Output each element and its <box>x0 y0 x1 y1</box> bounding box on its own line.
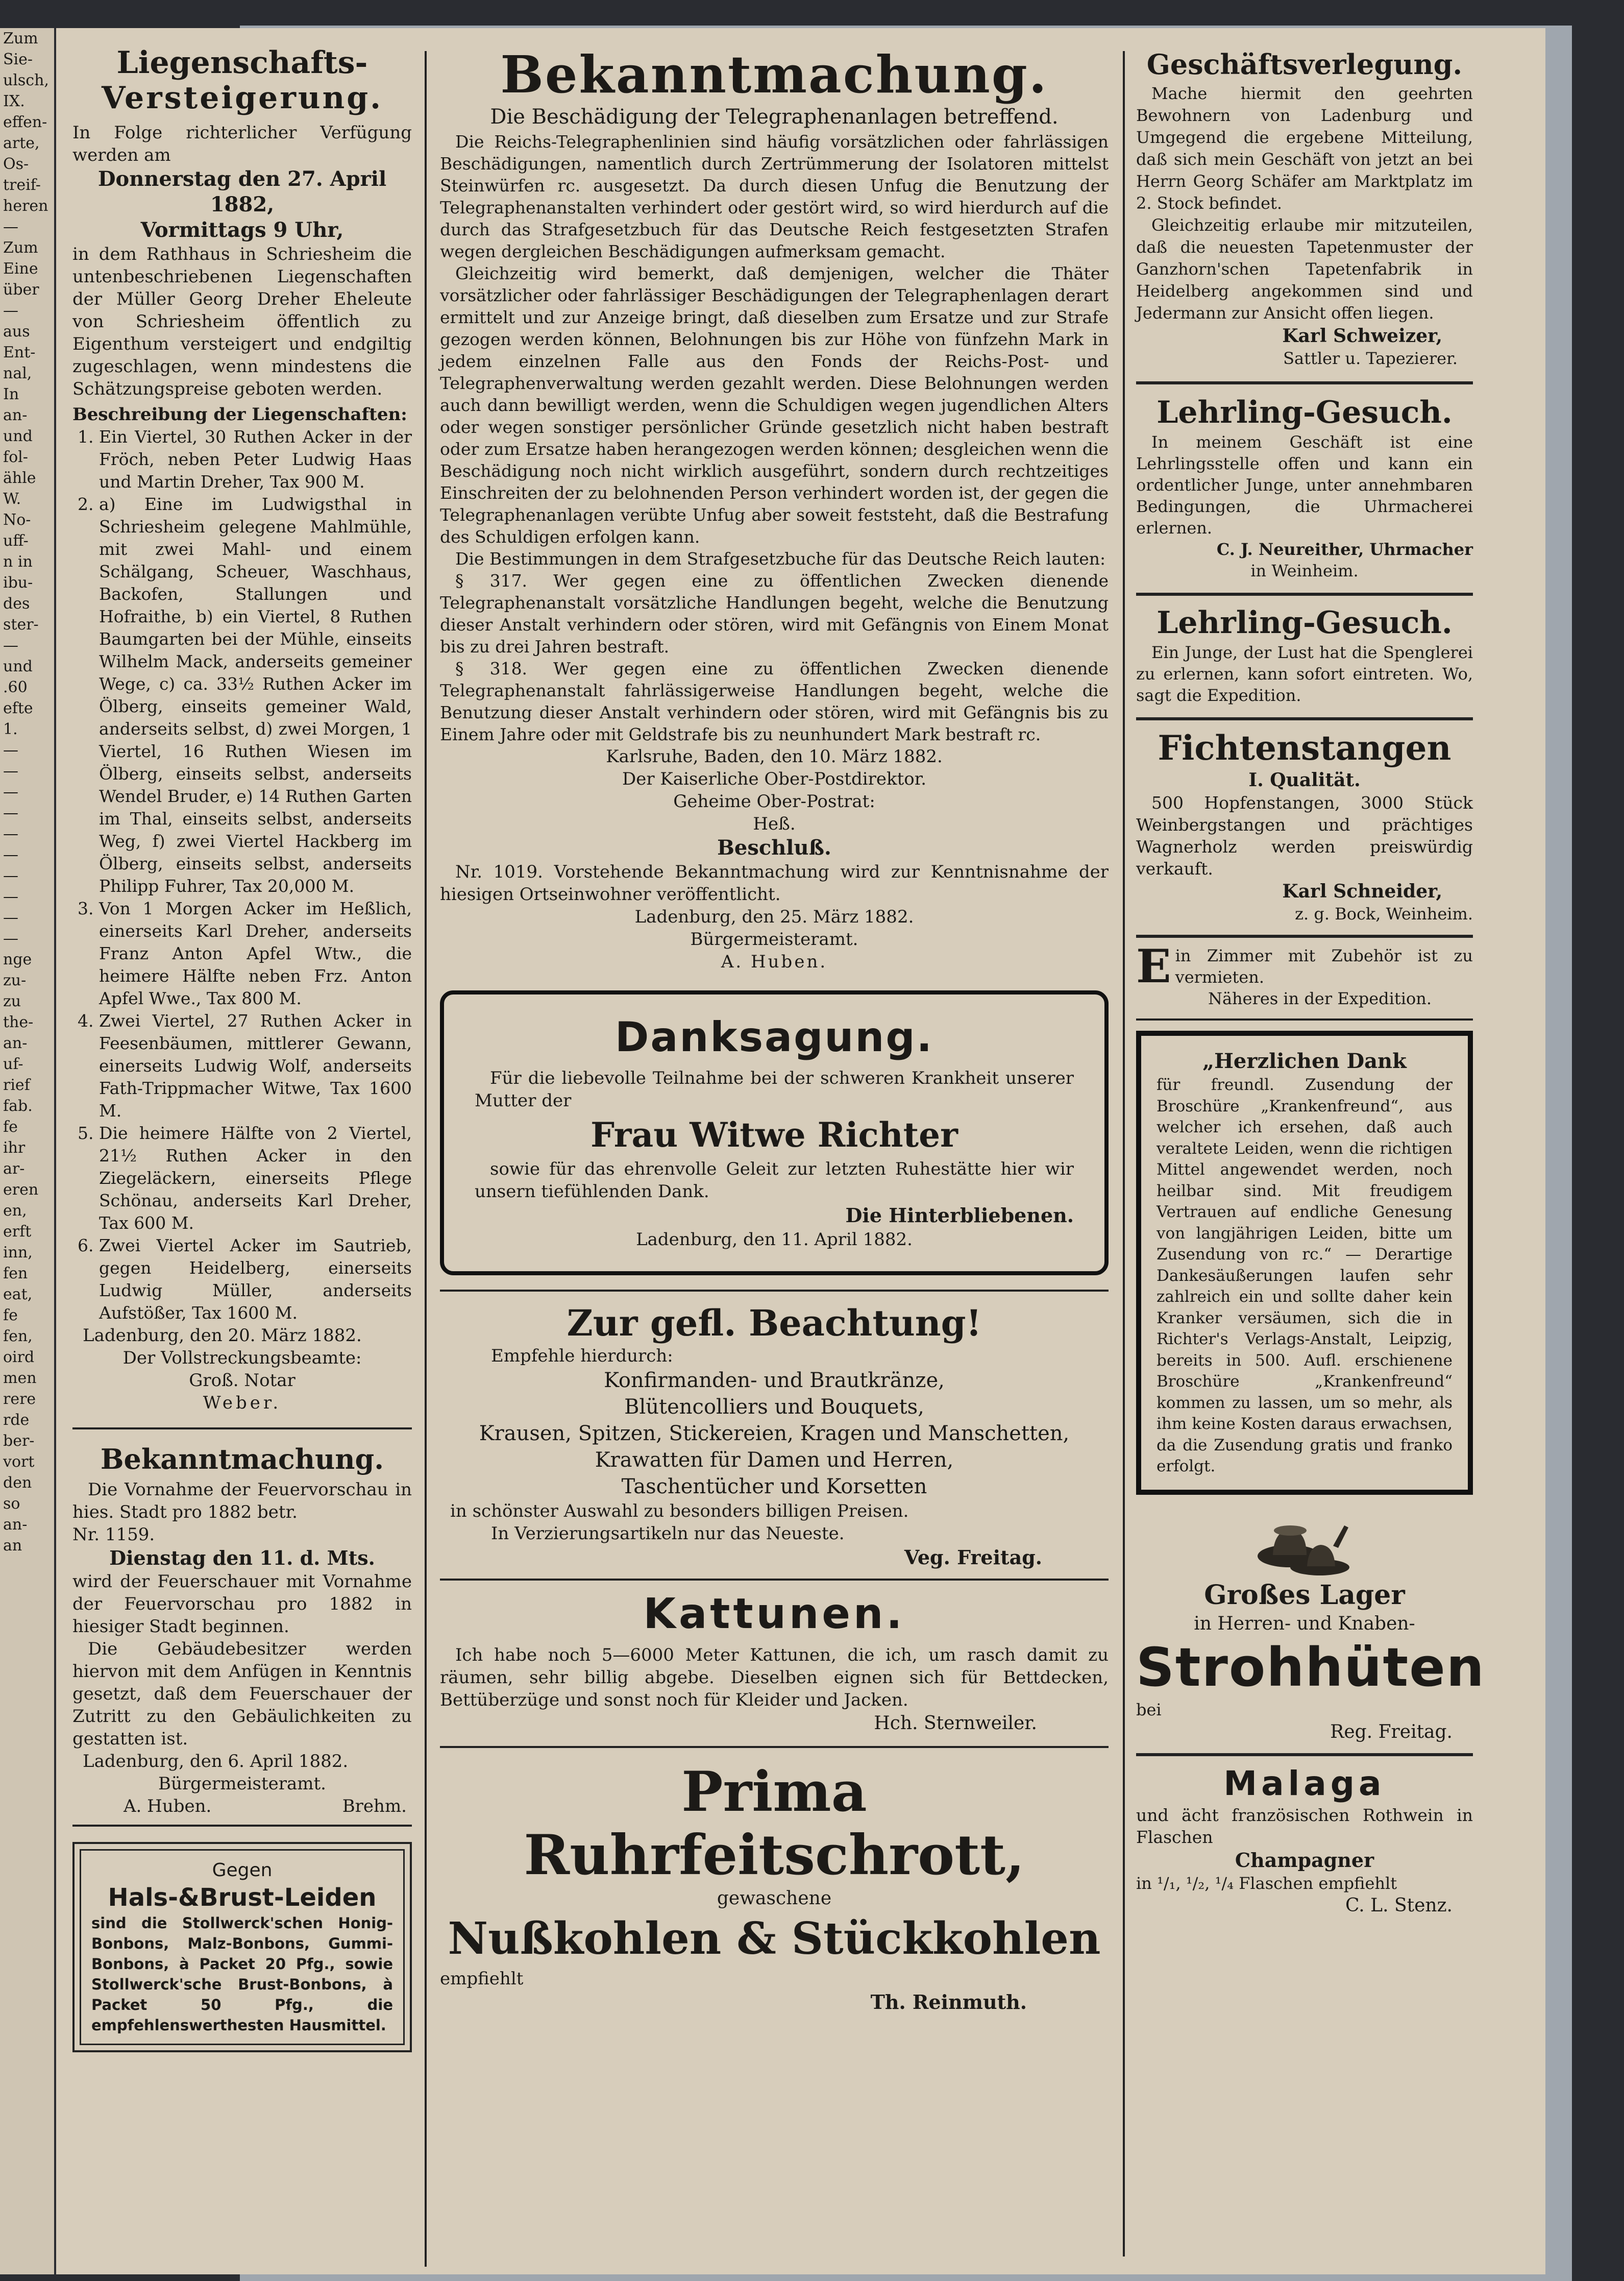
column-rule-2 <box>1123 51 1125 2256</box>
telegraph-notice <box>440 46 1109 973</box>
beschluss-heading: Beschluß. <box>717 836 831 860</box>
strip-fragment: zu- <box>3 972 27 989</box>
divider <box>440 1579 1109 1581</box>
ruhr-title: Prima Ruhrfeitschrott, <box>524 1760 1025 1887</box>
strohhut-bei: bei <box>1136 1700 1162 1719</box>
beachtung-intro: Empfehle hierdurch: <box>491 1346 673 1366</box>
verlegung-signature: Karl Schweizer, <box>1282 325 1442 347</box>
strip-fragment: ster- <box>3 616 39 634</box>
hat-icon <box>1136 1510 1473 1579</box>
ad-title: Hals-&Brust-Leiden <box>108 1883 377 1912</box>
property-description-heading: Beschreibung der Liegenschaften: <box>72 404 407 425</box>
malaga-signature: C. L. Stenz. <box>1345 1895 1453 1916</box>
strip-fragment: fol- <box>3 448 28 466</box>
strip-fragment: — <box>3 302 18 320</box>
ruhr-empfiehlt: empfiehlt <box>440 1969 524 1989</box>
strip-fragment: — <box>3 846 18 864</box>
strip-fragment: ar- <box>3 1160 25 1178</box>
strip-fragment: efte <box>3 699 33 717</box>
deceased-name: Frau Witwe Richter <box>590 1115 958 1155</box>
strip-fragment: aus <box>3 323 30 341</box>
danksagung-title: Danksagung. <box>615 1013 933 1061</box>
strip-fragment: an- <box>3 1516 28 1534</box>
strip-fragment: ber- <box>3 1432 35 1450</box>
property-item: 5. Die heimere Hälfte von 2 Viertel, 21½ Ruthen Acker in den Ziegeläckern, einerseits Pflege Schönau, anderseits Karl Dreher, Tax 600 M. <box>99 1122 412 1234</box>
zimmer-more: Näheres in der Expedition. <box>1208 989 1432 1008</box>
telegraph-p2: Gleichzeitig wird bemerkt, daß demjenigen, welcher die Thäter vorsätzlicher oder fahrlässiger Beschädigungen der Telegraphenlagen derart ermittelt und zur Anzeige bringt, daß dieselben zum Ersatze und zur Strafe gezogen werden können, Belohnungen bis zur Höhe von fünfzehn Mark in jedem einzelnen Falle aus den Fonds der Reichs-Post- und Telegraphenverwaltung werden gezahlt werden. Diese Belohnungen werden auch dann bewilligt werden, wenn die Schuldigen wegen jugendlichen Alters oder wegen sonstiger persönlicher Gründe gesetzlich nicht haben bestraft oder zum Ersatze haben herangezogen werden können; desgleichen wenn die Beschädigung noch nicht wirklich ausgeführt, sondern durch rechtzeitiges Einschreiten der zu belohnenden Person verhindert worden ist, der gegen die Telegraphenanlagen verübte Unfug aber soweit feststeht, daß die Bestrafung des Schuldigen erfolgen kann. <box>440 263 1109 547</box>
auction-time: Vormittags 9 Uhr, <box>140 218 344 242</box>
ad-gegen: Gegen <box>212 1860 273 1881</box>
strip-fragment: heren <box>3 197 48 215</box>
strip-fragment: eren <box>3 1181 39 1199</box>
liegenschaft-notar: Groß. Notar <box>189 1370 296 1391</box>
strip-fragment: — <box>3 741 18 759</box>
strip-fragment: ihr <box>3 1139 26 1157</box>
strip-fragment: rde <box>3 1411 30 1429</box>
krankenfreund-box <box>1136 1031 1473 1495</box>
beachtung-item: Taschentücher und Korsetten <box>621 1475 927 1498</box>
telegraph-director: Der Kaiserliche Ober-Postdirektor. <box>622 769 927 789</box>
divider <box>1136 593 1473 596</box>
strip-fragment: zu <box>3 992 21 1010</box>
strip-fragment: — <box>3 783 18 801</box>
telegraph-p3: Die Bestimmungen in dem Strafgesetzbuche für das Deutsche Reich lauten: <box>455 549 1106 569</box>
divider <box>440 1290 1109 1292</box>
strip-fragment: über <box>3 281 39 299</box>
verlegung-ad <box>1136 46 1473 369</box>
strip-fragment: — <box>3 637 18 654</box>
auction-date: Donnerstag den 27. April 1882, <box>97 167 387 216</box>
verlegung-title: Geschäftsverlegung. <box>1146 48 1463 81</box>
divider <box>72 1825 412 1827</box>
divider <box>1136 717 1473 720</box>
fichten-title: Fichtenstangen <box>1158 728 1451 768</box>
lehrling-signature-1: C. J. Neureither, Uhrmacher <box>1216 540 1473 559</box>
property-list <box>72 426 412 1324</box>
ad-text: sind die Stollwerck'schen Honig-Bonbons, Malz-Bonbons, Gummi-Bonbons, à Packet 20 Pfg., sowie Stollwerck'sche Brust-Bonbons, à Packet 50 Pfg., die empfehlenswerthesten Hausmittel. <box>91 1914 393 2034</box>
feuerschau-text-1: wird der Feuerschauer mit Vornahme der Feuervorschau pro 1882 in hiesiger Stadt beginnen. <box>72 1571 412 1637</box>
strip-fragment: fe <box>3 1306 18 1324</box>
malaga-flaschen: in ¹/₁, ¹/₂, ¹/₄ Flaschen empfiehlt <box>1136 1873 1397 1893</box>
kattunen-title: Kattunen. <box>643 1590 905 1638</box>
krankenfreund-title: „Herzlichen Dank <box>1202 1049 1407 1073</box>
feuerschau-title: Bekanntmachung. <box>100 1443 384 1475</box>
beachtung-text-1: in schönster Auswahl zu besonders billigen Preisen. <box>450 1501 909 1521</box>
telegraph-place-date: Karlsruhe, Baden, den 10. März 1882. <box>606 746 943 767</box>
strip-fragment: fab. <box>3 1097 33 1115</box>
danksagung-box <box>440 990 1109 1275</box>
strip-fragment: fen, <box>3 1327 33 1345</box>
divider <box>1136 1753 1473 1756</box>
strip-fragment: an- <box>3 406 28 424</box>
kattunen-ad <box>440 1590 1109 1736</box>
strohhut-sub: in Herren- und Knaben- <box>1194 1613 1415 1634</box>
strip-fragment: — <box>3 930 18 948</box>
strip-fragment: Os- <box>3 155 29 173</box>
strip-fragment: uff- <box>3 532 29 550</box>
zimmer-text: in Zimmer mit Zubehör ist zu vermieten. <box>1175 946 1473 987</box>
beschluss-text: Nr. 1019. Vorstehende Bekanntmachung wird zur Kenntnisnahme der hiesigen Ortseinwohner veröffentlicht. <box>440 862 1109 905</box>
lehrling-ad-2 <box>1136 604 1473 706</box>
strip-fragment: erft <box>3 1223 32 1241</box>
beschluss-signature: A. Huben. <box>721 952 828 972</box>
strip-fragment: und <box>3 658 33 675</box>
verlegung-text-1: Mache hiermit den geehrten Bewohnern von Ladenburg und Umgegend die ergebene Mitteilung, daß sich mein Geschäft von jetzt an bei Herrn Georg Schäfer am Marktplatz im 2. Stock befindet. <box>1136 84 1473 213</box>
liegenschaft-official: Der Vollstreckungsbeamte: <box>122 1348 362 1368</box>
feuerschau-number: Nr. 1159. <box>72 1524 155 1545</box>
lehrling-text-1: In meinem Geschäft ist eine Lehrlingsstelle offen und kann ein ordentlicher Junge, unter annehmbaren Bedingungen, die Uhrmacherei erlernen. <box>1136 432 1473 538</box>
strip-fragment: oird <box>3 1348 35 1366</box>
divider <box>72 1427 412 1429</box>
divider <box>440 1746 1109 1748</box>
beachtung-signature: Veg. Freitag. <box>904 1546 1042 1569</box>
adjacent-page-strip <box>0 28 54 2274</box>
strip-fragment: .60 <box>3 678 28 696</box>
divider <box>1136 1018 1473 1021</box>
liegenschaft-signature: Weber. <box>203 1393 282 1413</box>
telegraph-p317: § 317. Wer gegen eine zu öffentlichen Zwecken dienende Telegraphenanstalt vorsätzliche Handlungen begeht, welche die Benutzung dieser Anstalt verhindern oder stören, wird mit Gefängnis von Einem Monat bis zu drei Jahren bestraft. <box>440 571 1109 657</box>
beachtung-text-2: In Verzierungsartikeln nur das Neueste. <box>491 1523 845 1544</box>
telegraph-rank: Geheime Ober-Postrat: <box>673 791 875 812</box>
beachtung-item: Blütencolliers und Bouquets, <box>624 1395 924 1419</box>
stollwerck-ad <box>72 1842 412 2052</box>
ruhr-sub: gewaschene <box>717 1888 832 1909</box>
liegenschaft-body: in dem Rathhaus in Schriesheim die untenbeschriebenen Liegenschaften der Müller Georg Dreher Eheleute von Schriesheim öffentlich zu Eigenthum versteigert und endgiltig zugeschlagen, wenn mindestens die Schätzungspreise geboten werden. <box>72 244 412 399</box>
strip-fragment: so <box>3 1495 20 1513</box>
lehrling-text-2: Ein Junge, der Lust hat die Spenglerei zu erlernen, kann sofort eintreten. Wo, sagt die Expedition. <box>1136 643 1473 705</box>
strip-fragment: und <box>3 427 33 445</box>
telegraph-p318: § 318. Wer gegen eine zu öffentlichen Zwecken dienende Telegraphenanstalt fahrlässigerweise Handlungen begeht, welche die Benutzung dieser Anstalt verhindern oder stören, wird mit Gefängnis bis zu Einem Jahre oder mit Geldstrafe bis zu neunhundert Mark bestraft rc. <box>440 659 1109 744</box>
strip-fragment: — <box>3 888 18 906</box>
malaga-text: und ächt französischen Rothwein in Flaschen <box>1136 1805 1473 1847</box>
beachtung-ad <box>440 1302 1109 1570</box>
strip-fragment: an- <box>3 1034 28 1052</box>
property-item: 1. Ein Viertel, 30 Ruthen Acker in der Fröch, neben Peter Ludwig Haas und Martin Dreher, Tax 900 M. <box>99 426 412 493</box>
column-2 <box>440 46 1109 2015</box>
strip-fragment: treif- <box>3 176 41 194</box>
danksagung-place-date: Ladenburg, den 11. April 1882. <box>636 1229 913 1250</box>
property-item: 6. Zwei Viertel Acker im Sautrieb, gegen Heidelberg, einerseits Ludwig Müller, anderseits Aufstößer, Tax 1600 M. <box>99 1234 412 1324</box>
strip-fragment: effen- <box>3 113 47 131</box>
liegenschaft-place-date: Ladenburg, den 20. März 1882. <box>83 1325 362 1346</box>
strohhut-big: Strohhüten <box>1136 1636 1485 1698</box>
strip-fragment: ibu- <box>3 574 33 592</box>
liegenschaft-notice <box>72 46 412 1414</box>
strip-fragment: — <box>3 909 18 927</box>
beschluss-office: Bürgermeisteramt. <box>690 929 858 950</box>
telegraph-name: Heß. <box>753 814 796 834</box>
fichten-text: 500 Hopfenstangen, 3000 Stück Weinbergstangen und prächtiges Wagnerholz werden preiswürdig verkauft. <box>1136 793 1473 879</box>
beachtung-item: Konfirmanden- und Brautkränze, <box>604 1369 945 1392</box>
strip-fragment: men <box>3 1369 37 1387</box>
strip-fragment: en, <box>3 1202 27 1220</box>
strip-fragment: rief <box>3 1076 30 1094</box>
kattunen-text: Ich habe noch 5—6000 Meter Kattunen, die ich, um rasch damit zu räumen, sehr billig abgebe. Dieselben eignen sich für Bettdecken, Bettüberzüge und sonst noch für Kleider und Jacken. <box>440 1645 1109 1710</box>
strohhut-title: Großes Lager <box>1204 1579 1405 1611</box>
feuerschau-subject: Die Vornahme der Feuervorschau in hies. Stadt pro 1882 betr. <box>72 1479 412 1522</box>
feuerschau-text-2: Die Gebäudebesitzer werden hiervon mit dem Anfügen in Kenntnis gesetzt, daß dem Feuerschauer der Zutritt zu den Gebäulichkeiten zu gestatten ist. <box>72 1639 412 1749</box>
liegenschaft-intro: In Folge richterlicher Verfügung werden am <box>72 123 412 165</box>
strip-fragment: den <box>3 1474 32 1492</box>
property-item: 2. a) Eine im Ludwigsthal in Schriesheim gelegene Mahlmühle, mit zwei Mahl- und einem Schälgang, Scheuer, Waschhaus, Backofen, Stallungen und Hofraithe, b) ein Viertel, 8 Ruthen Baumgarten bei der Mühle, einseits Wilhelm Mack, anderseits gemeiner Wege, c) ca. 33½ Ruthen Acker im Ölberg, einseits gemeiner Wald, anderseits selbst, d) zwei Morgen, 1 Viertel, 16 Ruthen Wiesen im Ölberg, einseits selbst, anderseits Wendel Bruder, e) 14 Ruthen Garten im Thal, einseits selbst, anderseits Weg, f) zwei Viertel Hackberg im Ölberg, einseits selbst, anderseits Philipp Fuhrer, Tax 20,000 M. <box>99 493 412 897</box>
beachtung-item: Krausen, Spitzen, Stickereien, Kragen und Manschetten, <box>479 1422 1070 1445</box>
strip-fragment: In <box>3 385 19 403</box>
feuerschau-signatures <box>72 1795 412 1817</box>
strip-fragment: vort <box>3 1453 35 1471</box>
strip-fragment: — <box>3 804 18 822</box>
strip-fragment: — <box>3 867 18 885</box>
signature-brehm: Brehm. <box>342 1796 407 1816</box>
strip-fragment: fen <box>3 1265 28 1282</box>
strip-fragment: n in <box>3 553 33 571</box>
divider <box>1136 381 1473 384</box>
lehrling-title-2: Lehrling-Gesuch. <box>1157 605 1453 641</box>
danksagung-text-1: Für die liebevolle Teilnahme bei der schweren Krankheit unserer Mutter der <box>475 1068 1074 1111</box>
strip-fragment: nge <box>3 951 32 968</box>
strip-fragment: uf- <box>3 1055 23 1073</box>
ruhr-title-2: Nußkohlen & Stückkohlen <box>448 1913 1101 1964</box>
strip-fragment: Sie- <box>3 51 33 68</box>
ruhr-ad <box>440 1760 1109 2015</box>
fichten-place: z. g. Bock, Weinheim. <box>1295 904 1473 924</box>
lehrling-ad-1 <box>1136 394 1473 581</box>
beachtung-item: Krawatten für Damen und Herren, <box>595 1448 954 1472</box>
strohhut-ad <box>1136 1510 1485 1744</box>
strip-fragment: — <box>3 825 18 843</box>
liegenschaft-title-2: Versteigerung. <box>101 80 383 116</box>
kattunen-signature: Hch. Sternweiler. <box>874 1713 1037 1734</box>
strip-fragment: rere <box>3 1390 36 1408</box>
column-3 <box>1136 46 1485 1918</box>
strip-fragment: nal, <box>3 365 32 382</box>
divider <box>1136 935 1473 938</box>
verlegung-text-2: Gleichzeitig erlaube mir mitzuteilen, daß die neuesten Tapetenmuster der Ganzhorn'schen Tapetenfabrik in Heidelberg angekommen sind und Jedermann zur Ansicht offen liegen. <box>1136 215 1473 323</box>
ruhr-signature: Th. Reinmuth. <box>870 1991 1027 2013</box>
malaga-champagner: Champagner <box>1235 1848 1374 1872</box>
verlegung-trade: Sattler u. Tapezierer. <box>1283 349 1458 368</box>
drop-cap: E <box>1136 939 1171 993</box>
fichten-quality: I. Qualität. <box>1248 769 1361 791</box>
strip-fragment: Ent- <box>3 344 36 361</box>
strip-fragment: arte, <box>3 134 40 152</box>
column-rule-1 <box>425 51 427 2267</box>
telegraph-title: Bekanntmachung. <box>500 44 1048 105</box>
strip-fragment: the- <box>3 1013 34 1031</box>
strip-fragment: des <box>3 595 30 613</box>
strip-fragment: Zum <box>3 30 38 47</box>
signature-huben: A. Huben. <box>124 1796 212 1816</box>
strip-fragment: inn, <box>3 1244 33 1261</box>
strip-fragment: — <box>3 762 18 780</box>
strip-fragment: an <box>3 1537 22 1555</box>
malaga-ad <box>1136 1763 1473 1918</box>
feuerschau-office: Bürgermeisteramt. <box>158 1774 326 1794</box>
zimmer-ad <box>1136 939 1473 1009</box>
strip-fragment: IX. <box>3 92 25 110</box>
malaga-title: Malaga <box>1223 1763 1386 1803</box>
column-1 <box>72 46 412 2052</box>
feuerschau-place-date: Ladenburg, den 6. April 1882. <box>83 1751 349 1772</box>
beachtung-title: Zur gefl. Beachtung! <box>567 1302 982 1344</box>
strip-fragment: 1. <box>3 720 18 738</box>
lehrling-title-1: Lehrling-Gesuch. <box>1157 395 1453 430</box>
strip-fragment: No- <box>3 511 31 529</box>
liegenschaft-title-1: Liegenschafts- <box>116 45 368 81</box>
strip-fragment: eat, <box>3 1285 33 1303</box>
danksagung-signature: Die Hinterbliebenen. <box>845 1204 1074 1227</box>
danksagung-text-2: sowie für das ehrenvolle Geleit zur letzten Ruhestätte hier wir unsern tiefühlenden Dank. <box>475 1159 1074 1202</box>
strip-fragment: Eine <box>3 260 38 278</box>
telegraph-subtitle: Die Beschädigung der Telegraphenanlagen betreffend. <box>490 105 1059 129</box>
feuerschau-date: Dienstag den 11. d. Mts. <box>109 1546 375 1569</box>
property-item: 4. Zwei Viertel, 27 Ruthen Acker in Feesenbäumen, mittlerer Gewann, einerseits Ludwig Wolf, anderseits Fath-Trippmacher Witwe, Tax 1600 M. <box>99 1010 412 1122</box>
telegraph-p1: Die Reichs-Telegraphenlinien sind häufig vorsätzlichen oder fahrlässigen Beschädigungen, namentlich durch Zertrümmerung der Isolatoren mittelst Steinwürfen rc. ausgesetzt. Da durch diesen Unfug die Benutzung der Telegraphenanstalten verhindert oder gestört wird, so wird hierdurch auf die durch das Strafgesetzbuch für das Deutsche Reich festgesetzten Strafen wegen dergleichen Beschädigungen aufmerksam gemacht. <box>440 132 1109 261</box>
strip-fragment: — <box>3 218 18 236</box>
lehrling-place-1: in Weinheim. <box>1250 561 1359 580</box>
beschluss-place-date: Ladenburg, den 25. März 1882. <box>634 907 914 927</box>
strip-fragment: ulsch, <box>3 71 49 89</box>
strip-fragment: W. <box>3 490 21 508</box>
property-item: 3. Von 1 Morgen Acker im Heßlich, einerseits Karl Dreher, anderseits Franz Anton Apfel Wtw., die heimere Hälfte neben Frz. Anton Apfel Wwe., Tax 800 M. <box>99 897 412 1010</box>
strohhut-signature: Reg. Freitag. <box>1330 1721 1453 1742</box>
feuerschau-notice <box>72 1443 412 1817</box>
strip-fragment: ähle <box>3 469 36 487</box>
fichten-signature: Karl Schneider, <box>1282 881 1442 902</box>
strip-fragment: Zum <box>3 239 38 257</box>
krankenfreund-text: für freundl. Zusendung der Broschüre „Krankenfreund“, aus welcher ich ersehen, daß auch veraltete Leiden, wenn die richtigen Mittel angewendet werden, noch heilbar sind. Mit freudigem Vertrauen auf endliche Genesung von langjährigen Leiden, bitte um Zusendung von rc.“ — Derartige Dankesäußerungen laufen sehr zahlreich ein und sollte daher kein Kranker versäumen, sich die in Richter's Verlags-Anstalt, Leipzig, bereits in 500. Aufl. erschienene Broschüre „Krankenfreund“ kommen zu lassen, um so mehr, als ihm keine Kosten daraus erwachsen, da die Zusendung gratis und franko erfolgt. <box>1157 1076 1453 1475</box>
fichten-ad <box>1136 727 1473 925</box>
strip-fragment: fe <box>3 1118 18 1136</box>
